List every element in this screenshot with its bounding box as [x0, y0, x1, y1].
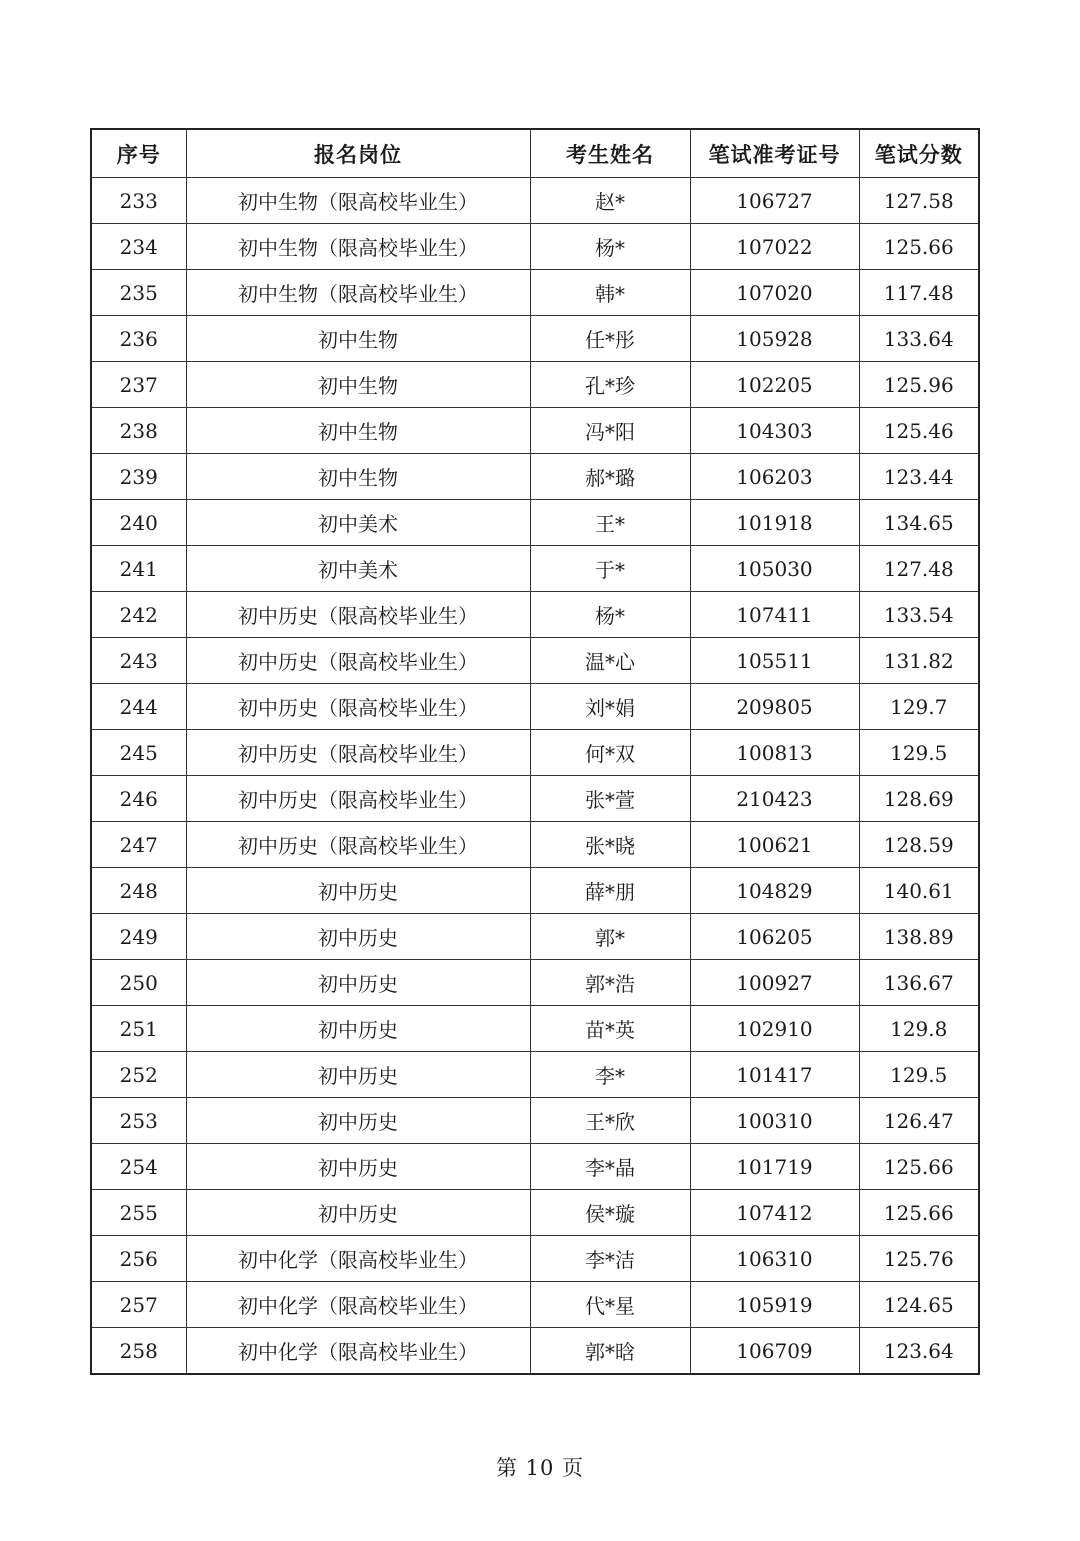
cell-ticket: 106203 [690, 454, 859, 500]
cell-ticket: 107022 [690, 224, 859, 270]
cell-post: 初中化学（限高校毕业生） [186, 1236, 530, 1282]
cell-seq: 242 [91, 592, 186, 638]
cell-name: 杨* [530, 224, 690, 270]
cell-post: 初中历史 [186, 1052, 530, 1098]
cell-name: 于* [530, 546, 690, 592]
table-row [91, 454, 979, 500]
cell-ticket: 105928 [690, 316, 859, 362]
cell-ticket: 106310 [690, 1236, 859, 1282]
cell-name: 李*洁 [530, 1236, 690, 1282]
table-row [91, 178, 979, 224]
cell-score: 125.96 [859, 362, 979, 408]
cell-ticket: 107020 [690, 270, 859, 316]
cell-name: 孔*珍 [530, 362, 690, 408]
cell-score: 133.64 [859, 316, 979, 362]
cell-post: 初中历史（限高校毕业生） [186, 638, 530, 684]
table-row [91, 638, 979, 684]
cell-ticket: 107412 [690, 1190, 859, 1236]
cell-seq: 233 [91, 178, 186, 224]
table-row [91, 1006, 979, 1052]
cell-seq: 249 [91, 914, 186, 960]
cell-name: 杨* [530, 592, 690, 638]
table-row [91, 270, 979, 316]
score-table [90, 128, 980, 1375]
cell-ticket: 101918 [690, 500, 859, 546]
cell-post: 初中生物 [186, 362, 530, 408]
header-seq: 序号 [91, 129, 186, 178]
cell-score: 128.69 [859, 776, 979, 822]
cell-seq: 235 [91, 270, 186, 316]
cell-seq: 257 [91, 1282, 186, 1328]
cell-score: 124.65 [859, 1282, 979, 1328]
cell-post: 初中历史 [186, 1098, 530, 1144]
cell-ticket: 101719 [690, 1144, 859, 1190]
table-body [91, 178, 979, 1375]
cell-ticket: 209805 [690, 684, 859, 730]
cell-score: 129.5 [859, 730, 979, 776]
cell-ticket: 104829 [690, 868, 859, 914]
cell-post: 初中历史 [186, 868, 530, 914]
cell-post: 初中历史（限高校毕业生） [186, 822, 530, 868]
cell-ticket: 100927 [690, 960, 859, 1006]
cell-post: 初中历史 [186, 960, 530, 1006]
cell-ticket: 105919 [690, 1282, 859, 1328]
cell-ticket: 106709 [690, 1328, 859, 1375]
cell-ticket: 107411 [690, 592, 859, 638]
cell-name: 张*萱 [530, 776, 690, 822]
table-row [91, 316, 979, 362]
cell-post: 初中美术 [186, 500, 530, 546]
table-row [91, 868, 979, 914]
cell-seq: 248 [91, 868, 186, 914]
cell-name: 刘*娟 [530, 684, 690, 730]
table-row [91, 776, 979, 822]
cell-score: 131.82 [859, 638, 979, 684]
table-row [91, 822, 979, 868]
cell-ticket: 105511 [690, 638, 859, 684]
cell-score: 117.48 [859, 270, 979, 316]
cell-score: 126.47 [859, 1098, 979, 1144]
cell-seq: 251 [91, 1006, 186, 1052]
header-post: 报名岗位 [186, 129, 530, 178]
cell-name: 冯*阳 [530, 408, 690, 454]
cell-seq: 253 [91, 1098, 186, 1144]
cell-seq: 247 [91, 822, 186, 868]
table-row [91, 1328, 979, 1375]
cell-name: 韩* [530, 270, 690, 316]
cell-name: 张*晓 [530, 822, 690, 868]
cell-score: 129.7 [859, 684, 979, 730]
cell-post: 初中历史（限高校毕业生） [186, 730, 530, 776]
cell-post: 初中历史 [186, 914, 530, 960]
cell-seq: 255 [91, 1190, 186, 1236]
cell-post: 初中生物 [186, 408, 530, 454]
cell-name: 苗*英 [530, 1006, 690, 1052]
cell-score: 125.66 [859, 224, 979, 270]
table-row [91, 1052, 979, 1098]
cell-ticket: 100310 [690, 1098, 859, 1144]
cell-seq: 258 [91, 1328, 186, 1375]
cell-post: 初中美术 [186, 546, 530, 592]
cell-name: 赵* [530, 178, 690, 224]
cell-score: 133.54 [859, 592, 979, 638]
cell-post: 初中生物 [186, 316, 530, 362]
table-row [91, 592, 979, 638]
table-row [91, 1098, 979, 1144]
table-row [91, 1282, 979, 1328]
cell-score: 140.61 [859, 868, 979, 914]
table-header [91, 129, 979, 178]
cell-name: 郝*璐 [530, 454, 690, 500]
cell-post: 初中历史 [186, 1190, 530, 1236]
cell-seq: 245 [91, 730, 186, 776]
table-row [91, 362, 979, 408]
cell-name: 郭*浩 [530, 960, 690, 1006]
cell-seq: 244 [91, 684, 186, 730]
cell-name: 李*晶 [530, 1144, 690, 1190]
cell-seq: 243 [91, 638, 186, 684]
table-row [91, 500, 979, 546]
cell-score: 136.67 [859, 960, 979, 1006]
table-row [91, 1190, 979, 1236]
cell-score: 129.5 [859, 1052, 979, 1098]
cell-seq: 250 [91, 960, 186, 1006]
cell-post: 初中生物（限高校毕业生） [186, 178, 530, 224]
cell-ticket: 210423 [690, 776, 859, 822]
cell-seq: 241 [91, 546, 186, 592]
cell-seq: 256 [91, 1236, 186, 1282]
cell-ticket: 100621 [690, 822, 859, 868]
cell-seq: 238 [91, 408, 186, 454]
cell-score: 125.66 [859, 1144, 979, 1190]
table-row [91, 960, 979, 1006]
table-row [91, 408, 979, 454]
cell-ticket: 101417 [690, 1052, 859, 1098]
cell-seq: 252 [91, 1052, 186, 1098]
cell-seq: 246 [91, 776, 186, 822]
cell-score: 134.65 [859, 500, 979, 546]
cell-ticket: 104303 [690, 408, 859, 454]
cell-post: 初中化学（限高校毕业生） [186, 1282, 530, 1328]
cell-ticket: 105030 [690, 546, 859, 592]
cell-name: 温*心 [530, 638, 690, 684]
cell-ticket: 106205 [690, 914, 859, 960]
header-score: 笔试分数 [859, 129, 979, 178]
cell-post: 初中历史 [186, 1144, 530, 1190]
cell-score: 129.8 [859, 1006, 979, 1052]
cell-score: 127.58 [859, 178, 979, 224]
cell-seq: 240 [91, 500, 186, 546]
header-row [91, 129, 979, 178]
cell-name: 李* [530, 1052, 690, 1098]
cell-post: 初中化学（限高校毕业生） [186, 1328, 530, 1375]
cell-post: 初中生物（限高校毕业生） [186, 224, 530, 270]
cell-name: 王* [530, 500, 690, 546]
cell-post: 初中历史（限高校毕业生） [186, 684, 530, 730]
cell-ticket: 102910 [690, 1006, 859, 1052]
cell-name: 郭*晗 [530, 1328, 690, 1375]
cell-ticket: 100813 [690, 730, 859, 776]
table-row [91, 730, 979, 776]
page-number: 第 10 页 [495, 1456, 585, 1480]
table-row [91, 684, 979, 730]
table-row [91, 914, 979, 960]
cell-score: 125.76 [859, 1236, 979, 1282]
header-ticket: 笔试准考证号 [690, 129, 859, 178]
cell-seq: 239 [91, 454, 186, 500]
cell-post: 初中生物（限高校毕业生） [186, 270, 530, 316]
cell-ticket: 102205 [690, 362, 859, 408]
cell-name: 代*星 [530, 1282, 690, 1328]
cell-ticket: 106727 [690, 178, 859, 224]
cell-name: 任*彤 [530, 316, 690, 362]
cell-score: 123.44 [859, 454, 979, 500]
cell-name: 郭* [530, 914, 690, 960]
cell-post: 初中历史（限高校毕业生） [186, 776, 530, 822]
cell-post: 初中历史（限高校毕业生） [186, 592, 530, 638]
table-row [91, 546, 979, 592]
cell-seq: 234 [91, 224, 186, 270]
cell-seq: 236 [91, 316, 186, 362]
table-row [91, 1236, 979, 1282]
table-row [91, 224, 979, 270]
cell-name: 王*欣 [530, 1098, 690, 1144]
header-name: 考生姓名 [530, 129, 690, 178]
cell-post: 初中生物 [186, 454, 530, 500]
cell-score: 125.46 [859, 408, 979, 454]
cell-seq: 254 [91, 1144, 186, 1190]
cell-score: 128.59 [859, 822, 979, 868]
cell-post: 初中历史 [186, 1006, 530, 1052]
cell-score: 138.89 [859, 914, 979, 960]
cell-name: 薛*朋 [530, 868, 690, 914]
cell-score: 125.66 [859, 1190, 979, 1236]
cell-score: 123.64 [859, 1328, 979, 1375]
cell-seq: 237 [91, 362, 186, 408]
table-row [91, 1144, 979, 1190]
cell-name: 侯*璇 [530, 1190, 690, 1236]
cell-name: 何*双 [530, 730, 690, 776]
cell-score: 127.48 [859, 546, 979, 592]
